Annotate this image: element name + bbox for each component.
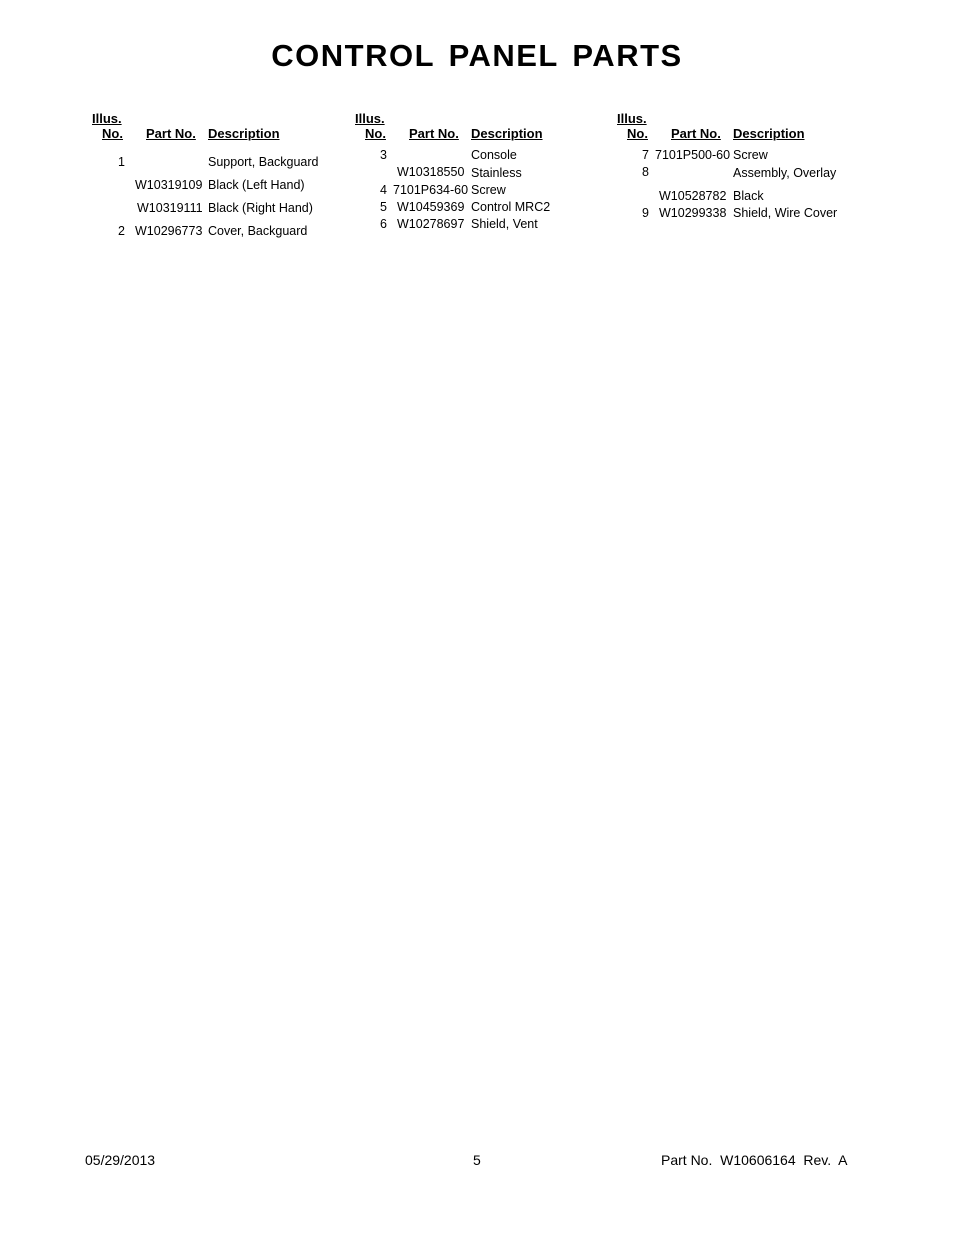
no-header: No.: [365, 126, 386, 141]
illus-number: 3: [380, 148, 387, 162]
illus-number: 9: [642, 206, 649, 220]
part-no-header: Part No.: [409, 126, 459, 141]
description-header: Description: [471, 126, 543, 141]
description: Console: [471, 148, 517, 162]
description-header: Description: [733, 126, 805, 141]
no-header: No.: [102, 126, 123, 141]
description: Screw: [733, 148, 768, 162]
part-number: W10318550: [397, 165, 465, 179]
illus-number: 6: [380, 217, 387, 231]
part-number: W10299338: [659, 206, 727, 220]
footer-part-reference: Part No. W10606164 Rev. A: [661, 1152, 848, 1168]
illus-number: 5: [380, 200, 387, 214]
part-no-header: Part No.: [671, 126, 721, 141]
illus-number: 2: [118, 224, 125, 238]
part-number: W10278697: [397, 217, 465, 231]
illus-header: Illus.: [617, 111, 647, 126]
part-number: 7101P500-60: [655, 148, 731, 162]
description: Black (Left Hand): [208, 178, 305, 192]
description: Shield, Vent: [471, 217, 538, 231]
illus-header: Illus.: [92, 111, 122, 126]
illus-number: 8: [642, 165, 649, 179]
description: Black (Right Hand): [208, 201, 313, 215]
description-header: Description: [208, 126, 280, 141]
footer-date: 05/29/2013: [85, 1152, 156, 1168]
description: Screw: [471, 183, 506, 197]
part-number: W10459369: [397, 200, 465, 214]
illus-header: Illus.: [355, 111, 385, 126]
no-header: No.: [627, 126, 648, 141]
description: Support, Backguard: [208, 155, 319, 169]
description: Control MRC2: [471, 200, 551, 214]
part-number: 7101P634-60: [393, 183, 469, 197]
description: Shield, Wire Cover: [733, 206, 838, 220]
illus-number: 4: [380, 183, 387, 197]
page-title: CONTROL PANEL PARTS: [271, 38, 683, 73]
part-number: W10319111: [137, 201, 203, 215]
part-number: W10319109: [135, 178, 203, 192]
description: Cover, Backguard: [208, 224, 308, 238]
part-number: W10528782: [659, 189, 727, 203]
description: Black: [733, 189, 764, 203]
description: Stainless: [471, 166, 522, 180]
part-no-header: Part No.: [146, 126, 196, 141]
part-number: W10296773: [135, 224, 203, 238]
footer-page-number: 5: [473, 1152, 481, 1168]
description: Assembly, Overlay: [733, 166, 837, 180]
illus-number: 1: [118, 155, 125, 169]
illus-number: 7: [642, 148, 649, 162]
